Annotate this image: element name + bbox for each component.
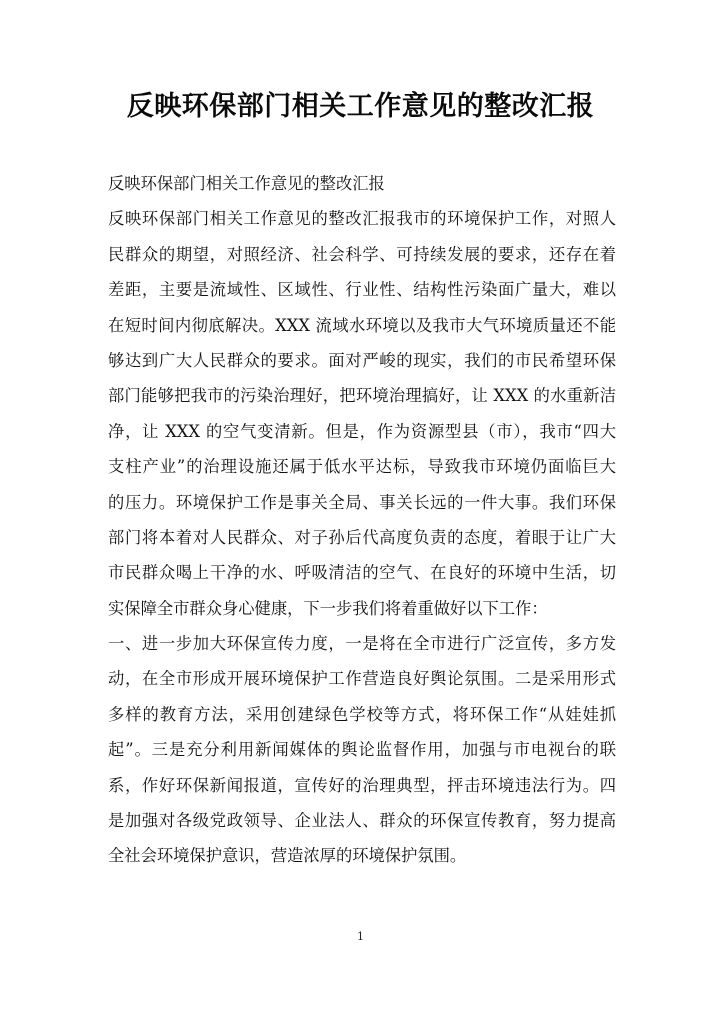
body-line: 动，在全市形成开展环境保护工作营造良好舆论氛围。二是采用形式 bbox=[108, 669, 616, 689]
page-number: 1 bbox=[357, 930, 364, 943]
body-line: 的压力。环境保护工作是事关全局、事关长远的一件大事。我们环保 bbox=[108, 492, 616, 512]
body-line: 差距，主要是流域性、区域性、行业性、结构性污染面广量大，难以 bbox=[108, 280, 616, 300]
body-line: 市民群众喝上干净的水、呼吸清洁的空气、在良好的环境中生活，切 bbox=[108, 563, 616, 583]
body-line: 反映环保部门相关工作意见的整改汇报我市的环境保护工作，对照人 bbox=[108, 209, 616, 229]
subtitle-line: 反映环保部门相关工作意见的整改汇报 bbox=[108, 174, 385, 193]
body-line: 起”。三是充分利用新闻媒体的舆论监督作用，加强与市电视台的联 bbox=[108, 740, 616, 760]
body-line: 部门能够把我市的污染治理好，把环境治理搞好，让 XXX 的水重新洁 bbox=[108, 386, 616, 406]
body-line: 全社会环境保护意识，营造浓厚的环境保护氛围。 bbox=[108, 846, 467, 866]
document-title: 反映环保部门相关工作意见的整改汇报 bbox=[126, 91, 595, 122]
body-line: 净，让 XXX 的空气变清新。但是，作为资源型县（市），我市“四大 bbox=[108, 421, 616, 441]
document-body bbox=[108, 166, 616, 874]
body-line: 在短时间内彻底解决。XXX 流域水环境以及我市大气环境质量还不能 bbox=[108, 315, 616, 335]
body-line: 多样的教育方法，采用创建绿色学校等方式，将环保工作“从娃娃抓 bbox=[108, 704, 616, 724]
body-line: 部门将本着对人民群众、对子孙后代高度负责的态度，着眼于让广大 bbox=[108, 527, 616, 547]
body-line: 系，作好环保新闻报道，宣传好的治理典型，抨击环境违法行为。四 bbox=[108, 775, 616, 795]
body-line: 是加强对各级党政领导、企业法人、群众的环保宣传教育，努力提高 bbox=[108, 811, 616, 831]
body-line: 支柱产业”的治理设施还属于低水平达标，导致我市环境仍面临巨大 bbox=[108, 457, 616, 477]
body-line: 民群众的期望，对照经济、社会科学、可持续发展的要求，还存在着 bbox=[108, 244, 616, 264]
body-line: 够达到广大人民群众的要求。面对严峻的现实，我们的市民希望环保 bbox=[108, 350, 616, 370]
body-line: 实保障全市群众身心健康，下一步我们将着重做好以下工作： bbox=[108, 598, 548, 618]
body-line: 一、进一步加大环保宣传力度，一是将在全市进行广泛宣传，多方发 bbox=[108, 634, 616, 654]
